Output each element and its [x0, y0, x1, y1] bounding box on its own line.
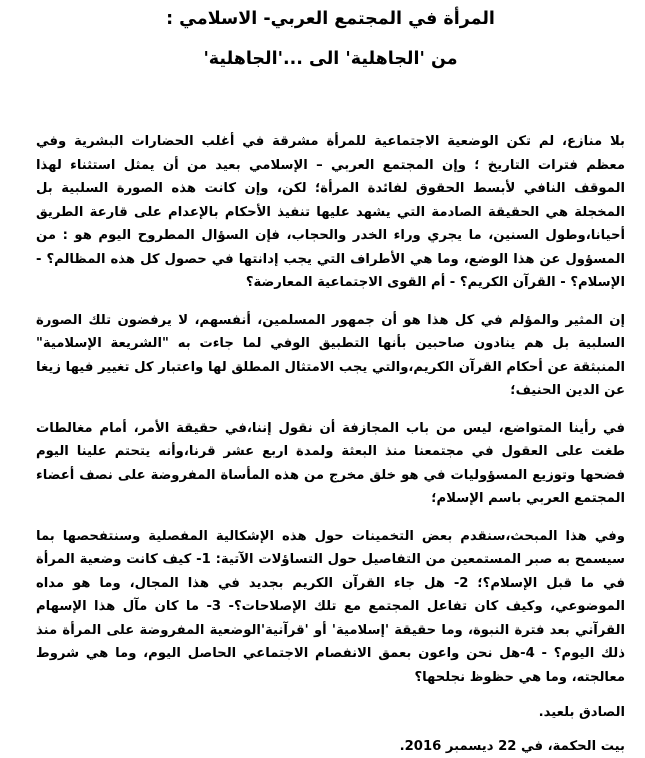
paragraph-3: في رأينا المتواضع، ليس من باب المجازفة أن نقول إننا،في حقيقة الأمر، أمام مغالطات طغت على العقول في مجتمعنا منذ البعثة ولمدة اربع عشر قرنا،وأنه يتحتم علينا اليوم فضحها وتوزيع المسؤوليات في هو خلق مخرج من هذه المأساة المفروضة على نصف أعضاء المجتمع العربي باسم الإسلام؛: [36, 417, 625, 511]
paragraph-4: وفي هذا المبحث،سنقدم بعض التخمينات حول هذه الإشكالية المفصلية وسنتفحصها بما سيسمح به صبر المستمعين من التفاصيل حول التساؤلات الآتية: 1- كيف كانت وضعية المرأة في ما قبل الإسلام؟؛ 2- هل جاء القرآن الكريم بجديد في هذا المجال، وما هو مداه الموضوعي، وكيف كان تفاعل المجتمع مع تلك الإصلاحات؟- 3- ما كان مآل هذا الإسهام القرآني بعد فترة النبوة، وما حقيقة 'إسلامية' أو 'قرآنية'الوضعية المفروضة على المرأة منذ ذلك اليوم؟ - 4-هل نحن واعون بعمق الانفصام الاجتماعي الحاصل اليوم، وما هي شروط معالجته، وما هي حظوظ نجلحها؟: [36, 525, 625, 690]
dateline: بيت الحكمة، في 22 ديسمبر 2016.: [36, 735, 625, 758]
title-line-1: المرأة في المجتمع العربي- الاسلامي :: [36, 8, 625, 30]
paragraph-1: بلا منازع، لم تكن الوضعية الاجتماعية للمرأة مشرقة في أغلب الحضارات البشرية وفي معظم فترات التاريخ ؛ وإن المجتمع العربي – الإسلامي بعيد من أن يمثل استثناء لهذا الموقف النافي لأبسط الحقوق لفائدة المرأة؛ لكن، وإن كانت هذه الصورة السلبية بل المخجلة هي الحقيقة الصادمة التي يشهد عليها تنفيذ الأحكام بالإعدام على قارعة الطريق أحيانا،وطول السنين، ما يجري وراء الخدر والحجاب، فإن السؤال المطروح اليوم هو : من المسؤول عن هذا الوضع، وما هي الأطراف التي يجب إدانتها في حصول كل هذه المظالم؟ - الإسلام؟ - القرآن الكريم؟ - أم القوى الاجتماعية المعارضة؟: [36, 130, 625, 295]
title-line-2: من 'الجاهلية' الى ...'الجاهلية': [36, 48, 625, 70]
paragraph-2: إن المثير والمؤلم في كل هذا هو أن جمهور المسلمين، أنفسهم، لا يرفضون تلك الصورة السلبية بل هم ينادون صاحبين بأنها التطبيق الوفي لما جاءت به "الشريعة الإسلامية" المنبثقة عن أحكام القرآن الكريم،والتي يجب الامتثال المطلق لها واعتبار كل تغيير فيها زيغا عن الدين الحنيف؛: [36, 309, 625, 403]
signature: الصادق بلعيد.: [36, 701, 625, 725]
